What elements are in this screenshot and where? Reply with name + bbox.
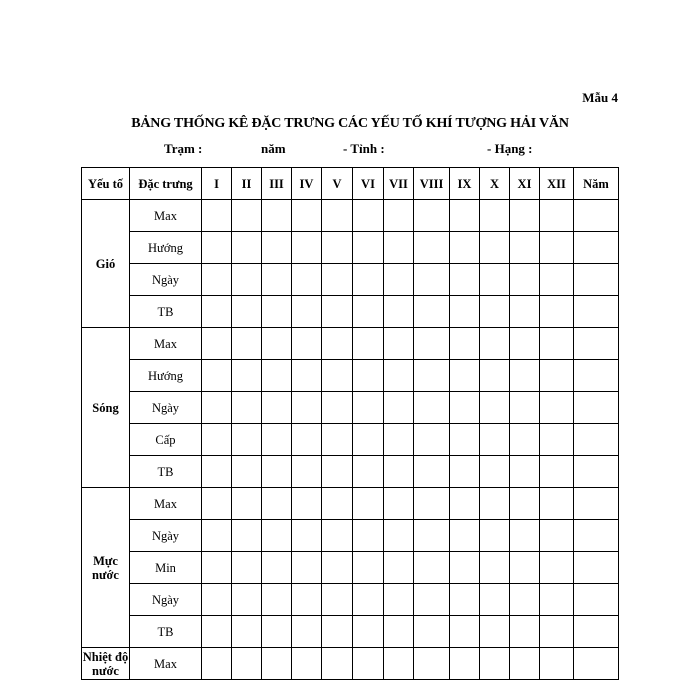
value-cell[interactable]	[540, 264, 574, 296]
factor-cell: Mực nước	[82, 488, 130, 648]
value-cell[interactable]	[232, 648, 262, 680]
form-code: Mẫu 4	[582, 90, 618, 105]
value-cell[interactable]	[540, 520, 574, 552]
table-header-row	[82, 168, 619, 200]
value-cell[interactable]	[480, 456, 510, 488]
value-cell[interactable]	[202, 392, 232, 424]
value-cell[interactable]	[384, 552, 414, 584]
characteristic-cell: Ngày	[130, 392, 202, 424]
value-cell[interactable]	[414, 520, 450, 552]
value-cell[interactable]	[292, 360, 322, 392]
value-cell[interactable]	[202, 520, 232, 552]
value-cell[interactable]	[480, 616, 510, 648]
value-cell[interactable]	[202, 488, 232, 520]
value-cell[interactable]	[292, 456, 322, 488]
value-cell[interactable]	[384, 296, 414, 328]
value-cell[interactable]	[353, 648, 384, 680]
value-cell[interactable]	[384, 424, 414, 456]
value-cell[interactable]	[480, 520, 510, 552]
column-header: I	[202, 168, 232, 200]
value-cell[interactable]	[232, 232, 262, 264]
value-cell[interactable]	[384, 264, 414, 296]
factor-cell: Nhiệt độ nước	[82, 649, 129, 678]
value-cell[interactable]	[414, 328, 450, 360]
value-cell[interactable]	[574, 264, 619, 296]
value-cell[interactable]	[384, 392, 414, 424]
table-row	[82, 648, 619, 680]
value-cell[interactable]	[292, 584, 322, 616]
value-cell[interactable]	[574, 616, 619, 648]
column-header: II	[232, 168, 262, 200]
value-cell[interactable]	[450, 264, 480, 296]
value-cell[interactable]	[353, 200, 384, 232]
value-cell[interactable]	[322, 552, 353, 584]
value-cell[interactable]	[232, 264, 262, 296]
value-cell[interactable]	[262, 520, 292, 552]
value-cell[interactable]	[414, 264, 450, 296]
value-cell[interactable]	[232, 456, 262, 488]
characteristic-cell: Hướng	[130, 232, 202, 264]
value-cell[interactable]	[510, 232, 540, 264]
value-cell[interactable]	[540, 392, 574, 424]
value-cell[interactable]	[262, 584, 292, 616]
value-cell[interactable]	[480, 200, 510, 232]
value-cell[interactable]	[232, 616, 262, 648]
value-cell[interactable]	[450, 648, 480, 680]
value-cell[interactable]	[353, 456, 384, 488]
factor-cell: Gió	[82, 200, 130, 328]
value-cell[interactable]	[232, 200, 262, 232]
value-cell[interactable]	[322, 360, 353, 392]
value-cell[interactable]	[480, 296, 510, 328]
value-cell[interactable]	[480, 232, 510, 264]
value-cell[interactable]	[384, 520, 414, 552]
value-cell[interactable]	[262, 488, 292, 520]
value-cell[interactable]	[322, 648, 353, 680]
value-cell[interactable]	[322, 264, 353, 296]
table-row	[82, 424, 619, 456]
value-cell[interactable]	[353, 424, 384, 456]
characteristic-cell: Ngày	[130, 264, 202, 296]
value-cell[interactable]	[540, 328, 574, 360]
value-cell[interactable]	[480, 360, 510, 392]
value-cell[interactable]	[292, 616, 322, 648]
value-cell[interactable]	[414, 552, 450, 584]
column-header: VI	[353, 168, 384, 200]
year-label: năm	[261, 141, 286, 156]
value-cell[interactable]	[322, 392, 353, 424]
value-cell[interactable]	[353, 296, 384, 328]
value-cell[interactable]	[292, 424, 322, 456]
value-cell[interactable]	[232, 392, 262, 424]
value-cell[interactable]	[540, 296, 574, 328]
value-cell[interactable]	[322, 616, 353, 648]
value-cell[interactable]	[510, 616, 540, 648]
value-cell[interactable]	[292, 264, 322, 296]
value-cell[interactable]	[540, 648, 574, 680]
value-cell[interactable]	[353, 392, 384, 424]
value-cell[interactable]	[322, 328, 353, 360]
column-header: IX	[450, 168, 480, 200]
value-cell[interactable]	[574, 456, 619, 488]
characteristic-cell: Max	[130, 648, 202, 680]
value-cell[interactable]	[322, 232, 353, 264]
value-cell[interactable]	[510, 328, 540, 360]
value-cell[interactable]	[510, 200, 540, 232]
value-cell[interactable]	[202, 584, 232, 616]
value-cell[interactable]	[292, 296, 322, 328]
value-cell[interactable]	[414, 232, 450, 264]
value-cell[interactable]	[353, 616, 384, 648]
value-cell[interactable]	[322, 296, 353, 328]
value-cell[interactable]	[353, 264, 384, 296]
province-label: - Tỉnh :	[343, 141, 385, 156]
statistics-table	[81, 167, 619, 680]
value-cell[interactable]	[202, 456, 232, 488]
value-cell[interactable]	[384, 360, 414, 392]
table-row	[82, 392, 619, 424]
table-row	[82, 488, 619, 520]
characteristic-cell: Ngày	[130, 584, 202, 616]
value-cell[interactable]	[384, 200, 414, 232]
grade-label: - Hạng :	[487, 141, 533, 156]
station-label: Trạm :	[164, 141, 203, 156]
value-cell[interactable]	[262, 456, 292, 488]
value-cell[interactable]	[353, 328, 384, 360]
characteristic-cell: TB	[130, 616, 202, 648]
value-cell[interactable]	[450, 456, 480, 488]
table-row	[82, 360, 619, 392]
value-cell[interactable]	[262, 552, 292, 584]
value-cell[interactable]	[574, 200, 619, 232]
value-cell[interactable]	[384, 584, 414, 616]
value-cell[interactable]	[540, 616, 574, 648]
value-cell[interactable]	[540, 456, 574, 488]
value-cell[interactable]	[292, 552, 322, 584]
column-header: X	[480, 168, 510, 200]
value-cell[interactable]	[414, 648, 450, 680]
column-header: VIII	[414, 168, 450, 200]
characteristic-cell: Ngày	[130, 520, 202, 552]
value-cell[interactable]	[262, 264, 292, 296]
value-cell[interactable]	[414, 424, 450, 456]
characteristic-cell: Max	[130, 328, 202, 360]
value-cell[interactable]	[384, 232, 414, 264]
value-cell[interactable]	[202, 552, 232, 584]
value-cell[interactable]	[232, 520, 262, 552]
table-row	[82, 264, 619, 296]
value-cell[interactable]	[574, 296, 619, 328]
value-cell[interactable]	[450, 552, 480, 584]
value-cell[interactable]	[574, 424, 619, 456]
characteristic-cell: TB	[130, 296, 202, 328]
value-cell[interactable]	[450, 328, 480, 360]
value-cell[interactable]	[322, 584, 353, 616]
value-cell[interactable]	[353, 232, 384, 264]
value-cell[interactable]	[353, 488, 384, 520]
characteristic-cell: Max	[130, 488, 202, 520]
value-cell[interactable]	[322, 488, 353, 520]
value-cell[interactable]	[353, 584, 384, 616]
value-cell[interactable]	[540, 552, 574, 584]
value-cell[interactable]	[450, 392, 480, 424]
value-cell[interactable]	[414, 456, 450, 488]
value-cell[interactable]	[384, 616, 414, 648]
value-cell[interactable]	[510, 584, 540, 616]
value-cell[interactable]	[292, 232, 322, 264]
value-cell[interactable]	[510, 456, 540, 488]
value-cell[interactable]	[384, 328, 414, 360]
characteristic-cell: Hướng	[130, 360, 202, 392]
column-header: XII	[540, 168, 574, 200]
value-cell[interactable]	[414, 200, 450, 232]
value-cell[interactable]	[510, 264, 540, 296]
value-cell[interactable]	[510, 520, 540, 552]
value-cell[interactable]	[574, 360, 619, 392]
table-row	[82, 616, 619, 648]
value-cell[interactable]	[510, 360, 540, 392]
value-cell[interactable]	[232, 424, 262, 456]
value-cell[interactable]	[540, 200, 574, 232]
value-cell[interactable]	[202, 264, 232, 296]
value-cell[interactable]	[232, 360, 262, 392]
value-cell[interactable]	[450, 232, 480, 264]
value-cell[interactable]	[480, 328, 510, 360]
value-cell[interactable]	[292, 520, 322, 552]
value-cell[interactable]	[292, 328, 322, 360]
value-cell[interactable]	[322, 200, 353, 232]
value-cell[interactable]	[232, 488, 262, 520]
column-header: XI	[510, 168, 540, 200]
value-cell[interactable]	[384, 648, 414, 680]
column-header: Năm	[574, 168, 619, 200]
value-cell[interactable]	[414, 392, 450, 424]
value-cell[interactable]	[353, 552, 384, 584]
factor-cell: Sóng	[82, 328, 130, 488]
value-cell[interactable]	[480, 552, 510, 584]
column-header: VII	[384, 168, 414, 200]
table-body	[82, 200, 619, 680]
value-cell[interactable]	[574, 584, 619, 616]
value-cell[interactable]	[322, 520, 353, 552]
value-cell[interactable]	[414, 584, 450, 616]
value-cell[interactable]	[292, 648, 322, 680]
value-cell[interactable]	[384, 488, 414, 520]
value-cell[interactable]	[353, 360, 384, 392]
value-cell[interactable]	[322, 456, 353, 488]
value-cell[interactable]	[414, 296, 450, 328]
value-cell[interactable]	[292, 200, 322, 232]
value-cell[interactable]	[450, 424, 480, 456]
value-cell[interactable]	[202, 424, 232, 456]
value-cell[interactable]	[574, 328, 619, 360]
value-cell[interactable]	[540, 232, 574, 264]
value-cell[interactable]	[510, 552, 540, 584]
value-cell[interactable]	[480, 648, 510, 680]
value-cell[interactable]	[232, 584, 262, 616]
value-cell[interactable]	[262, 392, 292, 424]
value-cell[interactable]	[202, 296, 232, 328]
column-header: V	[322, 168, 353, 200]
value-cell[interactable]	[540, 584, 574, 616]
value-cell[interactable]	[202, 328, 232, 360]
value-cell[interactable]	[262, 648, 292, 680]
value-cell[interactable]	[480, 264, 510, 296]
value-cell[interactable]	[510, 424, 540, 456]
value-cell[interactable]	[384, 456, 414, 488]
value-cell[interactable]	[480, 488, 510, 520]
value-cell[interactable]	[450, 296, 480, 328]
value-cell[interactable]	[480, 584, 510, 616]
value-cell[interactable]	[292, 488, 322, 520]
table-row	[82, 328, 619, 360]
value-cell[interactable]	[292, 392, 322, 424]
value-cell[interactable]	[202, 200, 232, 232]
column-header: IV	[292, 168, 322, 200]
value-cell[interactable]	[510, 648, 540, 680]
value-cell[interactable]	[540, 360, 574, 392]
table-row	[82, 296, 619, 328]
value-cell[interactable]	[202, 360, 232, 392]
value-cell[interactable]	[450, 520, 480, 552]
characteristic-cell: Cấp	[130, 424, 202, 456]
characteristic-cell: Min	[130, 552, 202, 584]
characteristic-cell: Max	[130, 200, 202, 232]
value-cell[interactable]	[202, 616, 232, 648]
value-cell[interactable]	[262, 200, 292, 232]
table-row	[82, 552, 619, 584]
table-row	[82, 232, 619, 264]
table-row	[82, 200, 619, 232]
value-cell[interactable]	[322, 424, 353, 456]
value-cell[interactable]	[450, 616, 480, 648]
value-cell[interactable]	[232, 296, 262, 328]
value-cell[interactable]	[574, 520, 619, 552]
value-cell[interactable]	[574, 232, 619, 264]
value-cell[interactable]	[510, 296, 540, 328]
value-cell[interactable]	[262, 296, 292, 328]
value-cell[interactable]	[510, 392, 540, 424]
value-cell[interactable]	[414, 360, 450, 392]
document-title: BẢNG THỐNG KÊ ĐẶC TRƯNG CÁC YẾU TỐ KHÍ TƯỢNG HẢI VĂN	[131, 116, 569, 131]
table-row	[82, 584, 619, 616]
value-cell[interactable]	[262, 328, 292, 360]
value-cell[interactable]	[450, 584, 480, 616]
value-cell[interactable]	[262, 616, 292, 648]
value-cell[interactable]	[480, 424, 510, 456]
value-cell[interactable]	[450, 488, 480, 520]
value-cell[interactable]	[574, 648, 619, 680]
column-header: Đặc trưng	[130, 168, 202, 200]
column-header: Yếu tố	[82, 168, 130, 200]
value-cell[interactable]	[450, 360, 480, 392]
value-cell[interactable]	[353, 520, 384, 552]
value-cell[interactable]	[202, 232, 232, 264]
value-cell[interactable]	[262, 424, 292, 456]
value-cell[interactable]	[540, 488, 574, 520]
value-cell[interactable]	[510, 488, 540, 520]
value-cell[interactable]	[480, 392, 510, 424]
value-cell[interactable]	[574, 392, 619, 424]
value-cell[interactable]	[540, 424, 574, 456]
value-cell[interactable]	[262, 232, 292, 264]
table-row	[82, 520, 619, 552]
characteristic-cell: TB	[130, 456, 202, 488]
value-cell[interactable]	[450, 200, 480, 232]
value-cell[interactable]	[232, 328, 262, 360]
column-header: III	[262, 168, 292, 200]
value-cell[interactable]	[574, 552, 619, 584]
value-cell[interactable]	[414, 616, 450, 648]
value-cell[interactable]	[574, 488, 619, 520]
value-cell[interactable]	[202, 648, 232, 680]
value-cell[interactable]	[414, 488, 450, 520]
value-cell[interactable]	[232, 552, 262, 584]
table-row	[82, 456, 619, 488]
value-cell[interactable]	[262, 360, 292, 392]
